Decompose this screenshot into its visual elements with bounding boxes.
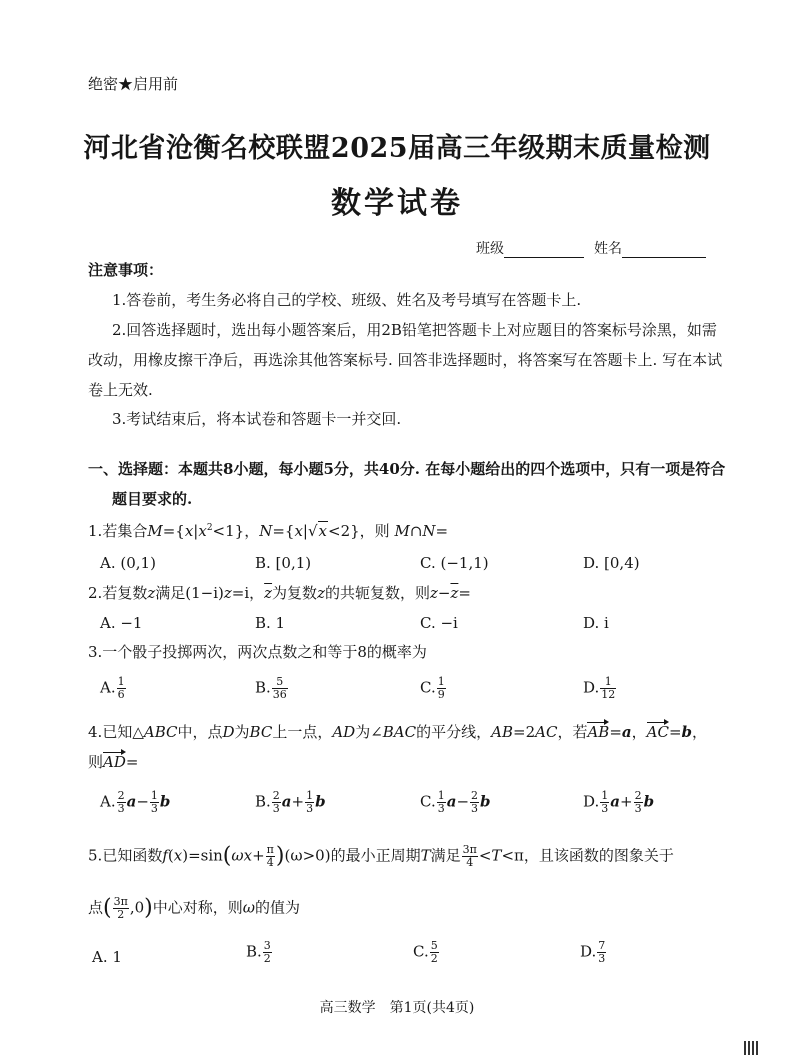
q5-option-b: B. $\frac{3}{2}$ bbox=[246, 939, 271, 965]
q5-option-d: D. $\frac{7}{3}$ bbox=[580, 939, 606, 965]
q1-option-a: A. (0,1) bbox=[100, 554, 156, 572]
notice-heading: 注意事项： bbox=[88, 261, 164, 279]
class-blank bbox=[504, 257, 584, 258]
q4-option-d: D. $\frac{1}{3}$ a+ $\frac{2}{3}$ b bbox=[583, 789, 655, 815]
question-3: 3.一个骰子投掷两次，两次点数之和等于8的概率为 bbox=[88, 643, 427, 661]
name-label: 姓名 bbox=[594, 241, 622, 257]
q1-option-d: D. [0,4) bbox=[583, 554, 640, 572]
q3-option-d: D. $\frac{1}{12}$ bbox=[583, 675, 616, 701]
q4-option-a: A. $\frac{2}{3}$ a− $\frac{1}{3}$ b bbox=[100, 789, 171, 815]
q5-option-c: C. $\frac{5}{2}$ bbox=[413, 939, 438, 965]
q5-option-a: A. 1 bbox=[92, 948, 122, 966]
notice-item-2-end: 卷上无效. bbox=[88, 381, 153, 399]
q4-option-b: B. $\frac{2}{3}$ a+ $\frac{1}{3}$ b bbox=[255, 789, 326, 815]
question-1: 1.若集合$M=\{x|x^2<1\}$，N={x|√x<2}，则 M∩N= bbox=[88, 522, 449, 540]
question-4-cont: 则AD= bbox=[88, 753, 139, 771]
notice-item-1: 1.答卷前，考生务必将自己的学校、班级、姓名及考号填写在答题卡上. bbox=[112, 291, 582, 309]
section-heading-cont: 题目要求的. bbox=[112, 490, 193, 508]
notice-item-3: 3.考试结束后，将本试卷和答题卡一并交回. bbox=[112, 410, 402, 428]
notice-item-2-cont: 改动，用橡皮擦干净后，再选涂其他答案标号. 回答非选择题时，将答案写在答题卡上. 写在本试 bbox=[88, 351, 723, 369]
section-heading: 一、选择题：本题共8小题，每小题5分，共40分. 在每小题给出的四个选项中，只有一项是符合 bbox=[88, 460, 726, 478]
name-field bbox=[594, 238, 706, 258]
page-subtitle: 数学试卷 bbox=[331, 186, 463, 221]
question-5-cont: 点( $\frac{3\pi}{2}$ ,0)中心对称，则ω的值为 bbox=[88, 895, 301, 921]
secret-label: 绝密★启用前 bbox=[88, 75, 179, 93]
q2-option-c: C. −i bbox=[420, 614, 458, 632]
q2-option-d: D. i bbox=[583, 614, 609, 632]
q3-option-b: B. $\frac{5}{36}$ bbox=[255, 675, 287, 701]
page-footer: 高三数学 第1页(共4页) bbox=[319, 1000, 475, 1016]
name-blank bbox=[622, 257, 706, 258]
question-2: 2.若复数z满足(1−i)z=i，$\overline{z}$为复数z的共轭复数，则$z-\overline{z}=$ bbox=[88, 584, 471, 602]
q2-option-b: B. 1 bbox=[255, 614, 286, 632]
notice-item-2: 2.回答选择题时，选出每小题答案后，用2B铅笔把答题卡上对应题目的答案标号涂黑，如需 bbox=[112, 321, 717, 339]
class-field bbox=[476, 238, 584, 258]
q3-option-c: C. $\frac{1}{9}$ bbox=[420, 675, 445, 701]
class-label: 班级 bbox=[476, 241, 504, 257]
question-4: 4.已知△ABC中，点D为BC上一点，AD为∠BAC的平分线，AB=2AC，若AB=a，AC=b， bbox=[88, 723, 708, 741]
question-5: 5.已知函数f(x)=sin(ωx+ $\frac{\pi}{4}$ )(ω>0)的最小正周期T满足 $\frac{3\pi}{4}$ <T<π，且该函数的图象关于 bbox=[88, 843, 674, 869]
q1-option-b: B. [0,1) bbox=[255, 554, 312, 572]
q3-option-a: A. $\frac{1}{6}$ bbox=[100, 675, 125, 701]
q4-option-c: C. $\frac{1}{3}$ a− $\frac{2}{3}$ b bbox=[420, 789, 491, 815]
q1-option-c: C. (−1,1) bbox=[420, 554, 489, 572]
page-title: 河北省沧衡名校联盟2025届高三年级期末质量检测 bbox=[83, 133, 711, 164]
qr-code-icon bbox=[744, 1041, 758, 1055]
q2-option-a: A. −1 bbox=[100, 614, 143, 632]
